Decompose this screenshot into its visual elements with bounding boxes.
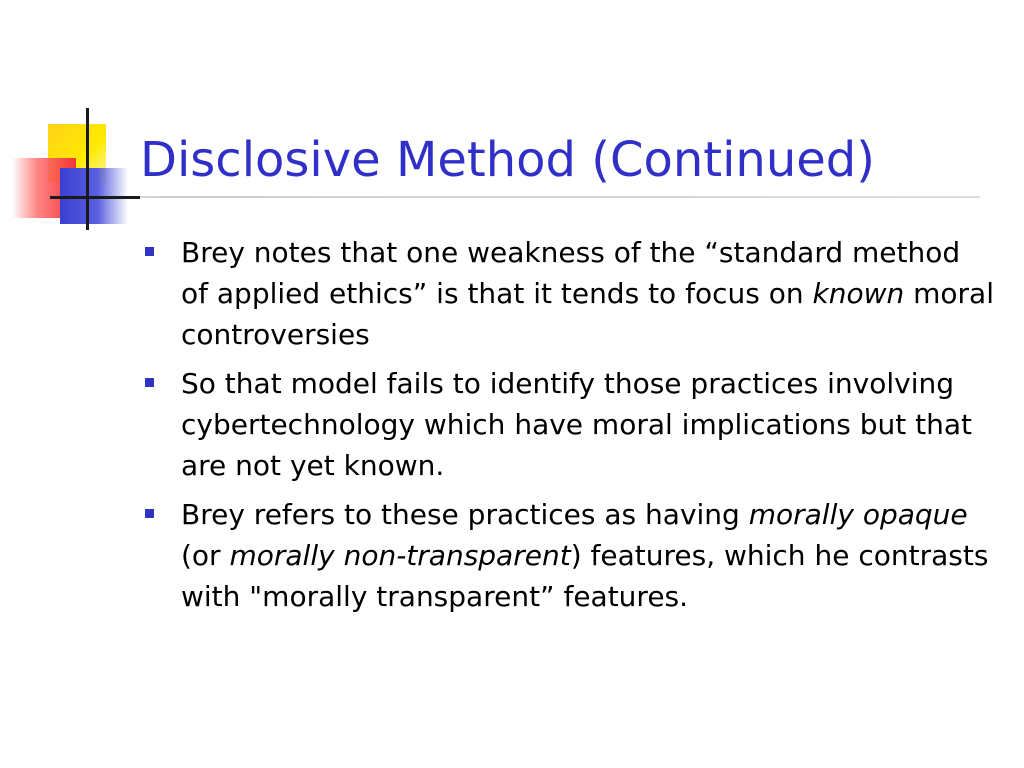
emphasis-morally-opaque: morally opaque [748, 498, 968, 531]
bullet-text-segment: ) features, which he contrasts with "morally transparent” features. [181, 539, 989, 613]
square-bullet-icon [145, 378, 154, 387]
bullet-text-segment: (or [181, 539, 230, 572]
bullet-text [181, 363, 995, 486]
bullet-text [181, 494, 995, 617]
bullet-list [145, 232, 995, 625]
vertical-line-decoration [86, 108, 89, 230]
emphasis-known: known [812, 277, 905, 310]
bullet-text-segment: moral controversies [181, 277, 994, 351]
slide-title: Disclosive Method (Continued) [140, 132, 875, 188]
emphasis-morally-non-transparent: morally non-transparent [229, 539, 571, 572]
bullet-text [181, 232, 995, 355]
bullet-text-segment: Brey notes that one weakness of the “standard method of applied ethics” is that it tends to focus on [181, 236, 961, 310]
horizontal-line-decoration [50, 196, 140, 199]
bullet-text-segment: So that model fails to identify those practices involving cybertechnology which have moral implications but that are not yet known. [181, 367, 972, 482]
corner-squares-icon [0, 0, 150, 240]
bullet-text-segment: Brey refers to these practices as having [181, 498, 749, 531]
bullet-item [145, 363, 995, 486]
bullet-item [145, 232, 995, 355]
square-bullet-icon [145, 509, 154, 518]
bullet-item [145, 494, 995, 617]
square-bullet-icon [145, 247, 154, 256]
